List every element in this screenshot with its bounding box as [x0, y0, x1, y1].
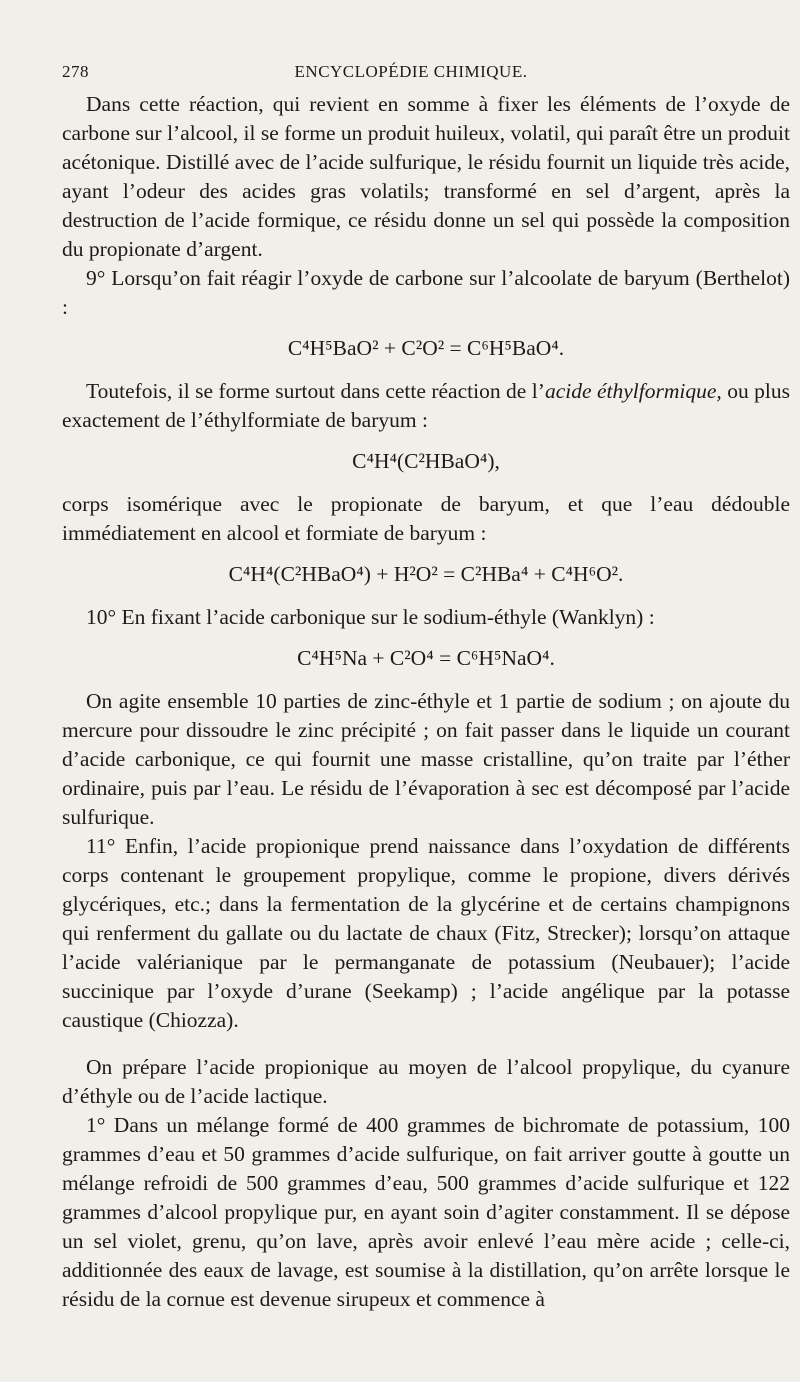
paragraph: On prépare l’acide propionique au moyen de l’alcool propylique, du cyanure d’éthyle ou de l’acide lactique. — [62, 1055, 790, 1108]
paragraph: 11° Enfin, l’acide propionique prend naissance dans l’oxydation de différents corps contenant le groupement propylique, comme le propione, divers dérivés glycériques, etc.; dans la fermentation de la glycérine et de certains champignons qui renferment du gallate ou du lactate de chaux (Fitz, Strecker); lorsqu’on attaque l’acide valérianique par le permanganate de potassium (Neubauer); l’acide succinique par l’oxyde d’urane (Seekamp) ; l’acide angélique par la potasse caustique (Chiozza). — [62, 834, 790, 1032]
italic-term: acide éthylformique, — [544, 379, 722, 403]
spacer — [62, 1035, 790, 1053]
text-run: Toutefois, il se forme surtout dans cette réaction de l’ — [86, 379, 545, 403]
page-body — [62, 90, 790, 1314]
page-number: 278 — [62, 62, 89, 81]
equation: C⁴H⁵BaO² + C²O² = C⁶H⁵BaO⁴. — [287, 336, 565, 360]
paragraph: 9° Lorsqu’on fait réagir l’oxyde de carbone sur l’alcoolate de baryum (Berthelot) : — [62, 266, 790, 319]
paragraph: 1° Dans un mélange formé de 400 grammes de bichromate de potassium, 100 grammes d’eau et 50 grammes d’acide sulfurique, on fait arriver goutte à goutte un mélange refroidi de 500 grammes d’eau, 500 grammes d’acide sulfurique et 122 grammes d’alcool propylique pur, en ayant soin d’agiter constamment. Il se dépose un sel violet, grenu, qu’on lave, après avoir enlevé l’eau mère acide ; celle-ci, additionnée des eaux de lavage, est soumise à la distillation, qu’on arrête lorsque le résidu de la cornue est devenue sirupeux et commence à — [62, 1113, 790, 1311]
paragraph: corps isomérique avec le propionate de baryum, et que l’eau dédouble immédiatement en alcool et formiate de baryum : — [62, 492, 790, 545]
running-title: ENCYCLOPÉDIE CHIMIQUE. — [294, 62, 528, 81]
formula: C⁴H⁴(C²HBaO⁴), — [352, 449, 500, 473]
paragraph — [62, 377, 790, 435]
text-run: ou plus exactement de l’éthylformiate de baryum : — [62, 379, 790, 432]
paragraph: 10° En fixant l’acide carbonique sur le sodium-éthyle (Wanklyn) : — [86, 605, 655, 629]
page-header — [62, 62, 760, 86]
equation: C⁴H⁴(C²HBaO⁴) + H²O² = C²HBa⁴ + C⁴H⁶O². — [228, 562, 624, 586]
paragraph: Dans cette réaction, qui revient en somme à fixer les éléments de l’oxyde de carbone sur l’alcool, il se forme un produit huileux, volatil, qui paraît être un produit acétonique. Distillé avec de l’acide sulfurique, le résidu fournit un liquide très acide, ayant l’odeur des acides gras volatils; transformé en sel d’argent, après la destruction de l’acide formique, ce résidu donne un sel qui possède la composition du propionate d’argent. — [62, 92, 790, 261]
paragraph: On agite ensemble 10 parties de zinc-éthyle et 1 partie de sodium ; on ajoute du mercure pour dissoudre le zinc précipité ; on fait passer dans le liquide un courant d’acide carbonique, ce qui fournit une masse cristalline, qu’on traite par l’éther ordinaire, puis par l’eau. Le résidu de l’évaporation à sec est décomposé par l’acide sulfurique. — [62, 689, 790, 829]
equation: C⁴H⁵Na + C²O⁴ = C⁶H⁵NaO⁴. — [297, 646, 555, 670]
